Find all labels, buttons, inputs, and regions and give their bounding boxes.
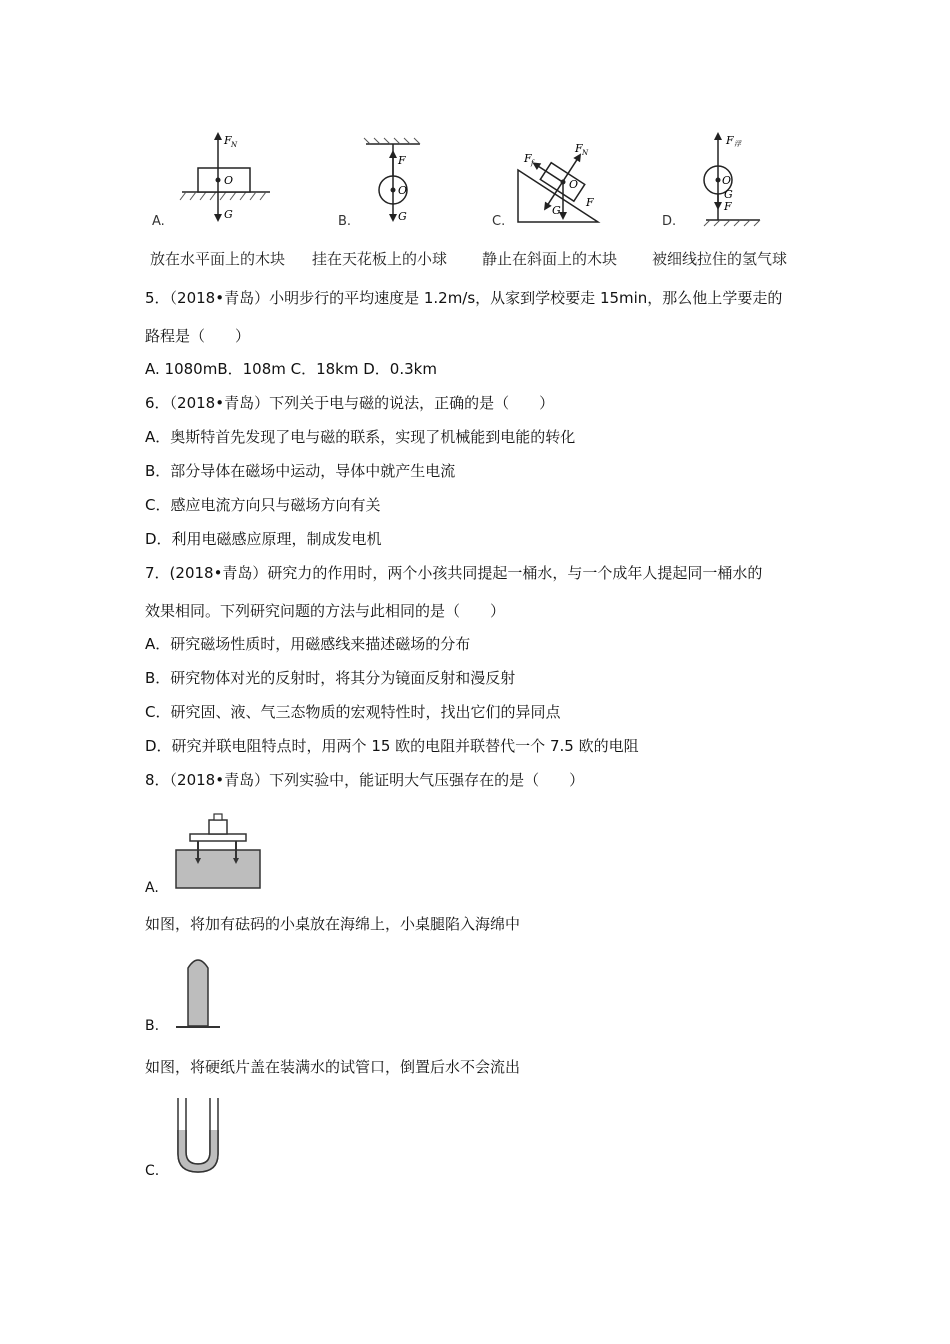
label-g: G: [724, 188, 733, 201]
q7-option-b: B．研究物体对光的反射时，将其分为镜面反射和漫反射: [145, 669, 516, 687]
q7-stem-line2: 效果相同。下列研究问题的方法与此相同的是（ ）: [145, 602, 506, 620]
figure-b: [310, 118, 470, 268]
figure-letter-b: B.: [338, 214, 352, 229]
label-ff: F: [524, 152, 532, 165]
q5-stem-line2: 路程是（ ）: [145, 327, 251, 345]
figure-caption-d: 被细线拉住的氢气球: [652, 250, 788, 268]
label-g: G: [398, 210, 407, 223]
figure-caption-b: 挂在天花板上的小球: [312, 250, 448, 268]
q8-stem: 8．（2018•青岛）下列实验中，能证明大气压强存在的是（ ）: [145, 771, 585, 789]
figure-letter-c: C.: [492, 214, 506, 229]
label-o: O: [224, 174, 234, 187]
table-on-sponge-figure: [170, 808, 270, 892]
label-ff-sub: f: [531, 159, 534, 167]
q8-option-c-label: C.: [145, 1163, 160, 1179]
label-f: F: [586, 196, 594, 209]
u-tube-figure: [170, 1094, 230, 1178]
label-fn-sub: N: [231, 141, 238, 149]
q6-option-c: C．感应电流方向只与磁场方向有关: [145, 496, 381, 514]
label-g: G: [552, 204, 561, 217]
q8-option-b-text: 如图，将硬纸片盖在装满水的试管口，倒置后水不会流出: [145, 1058, 521, 1076]
label-o: O: [569, 178, 579, 191]
force-diagram-row: [140, 118, 820, 278]
label-float-sub: 浮: [734, 140, 741, 148]
q8-option-b-label: B.: [145, 1018, 160, 1034]
q6-option-b: B．部分导体在磁场中运动，导体中就产生电流: [145, 462, 456, 480]
q6-option-d: D．利用电磁感应原理，制成发电机: [145, 530, 382, 548]
q7-option-c: C．研究固、液、气三态物质的宏观特性时，找出它们的异同点: [145, 703, 561, 721]
figure-caption-c: 静止在斜面上的木块: [482, 250, 618, 268]
label-fn: F: [224, 134, 232, 147]
q7-option-a: A．研究磁场性质时，用磁感线来描述磁场的分布: [145, 635, 471, 653]
label-f: F: [398, 154, 406, 167]
figure-letter-d: D.: [662, 214, 677, 229]
figure-letter-a: A.: [152, 214, 165, 229]
figure-caption-a: 放在水平面上的木块: [150, 250, 286, 268]
figure-d: [650, 118, 810, 268]
label-o: O: [398, 184, 408, 197]
label-f: F: [724, 200, 732, 213]
q5-options: A. 1080mB．108m C．18km D．0.3km: [145, 360, 437, 378]
label-f-float: F: [726, 134, 734, 147]
q6-stem: 6．（2018•青岛）下列关于电与磁的说法，正确的是（ ）: [145, 394, 555, 412]
q8-option-a-text: 如图，将加有砝码的小桌放在海绵上，小桌腿陷入海绵中: [145, 915, 521, 933]
inverted-test-tube-figure: [170, 950, 230, 1032]
q7-stem-line1: 7．(2018•青岛）研究力的作用时，两个小孩共同提起一桶水，与一个成年人提起同一桶水的: [145, 564, 763, 582]
label-o: O: [722, 174, 732, 187]
label-fn: F: [575, 142, 583, 155]
figure-a: [140, 118, 300, 268]
ball-on-ceiling-diagram: [310, 118, 470, 238]
label-g: G: [224, 208, 233, 221]
figure-c: [480, 118, 640, 268]
q8-option-a-label: A.: [145, 880, 159, 896]
label-fn-sub: N: [582, 149, 589, 157]
q6-option-a: A．奥斯特首先发现了电与磁的联系，实现了机械能到电能的转化: [145, 428, 576, 446]
q5-stem-line1: 5．（2018•青岛）小明步行的平均速度是 1.2m/s，从家到学校要走 15min，那么他上学要走的: [145, 289, 783, 307]
q7-option-d: D．研究并联电阻特点时，用两个 15 欧的电阻并联替代一个 7.5 欧的电阻: [145, 737, 639, 755]
